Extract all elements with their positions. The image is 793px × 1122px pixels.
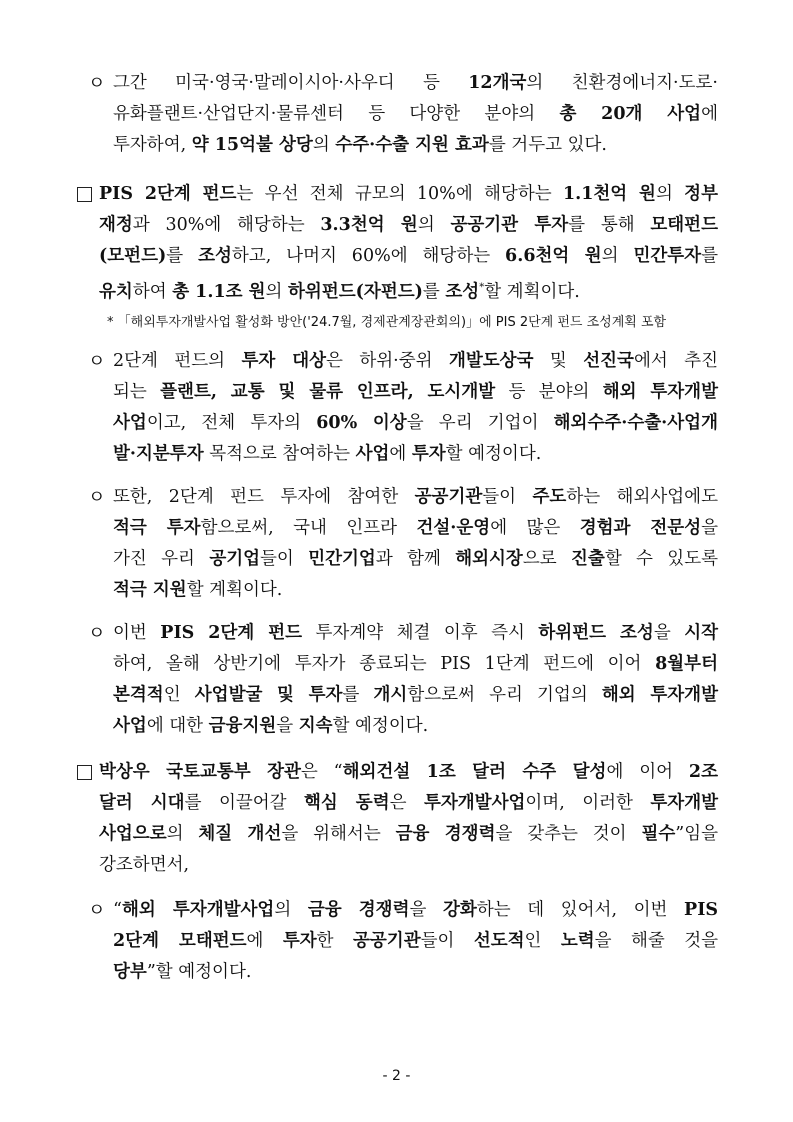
circle-bullet: ㅇ (88, 900, 106, 921)
paragraph-minister-statement (99, 757, 718, 881)
text-line: 당부”할 예정이다. (113, 962, 252, 982)
text-line: 재정과 30%에 해당하는 3.3천억 원의 공공기관 투자를 통해 모태펀드 (99, 215, 718, 235)
text-line: 사업이고, 전체 투자의 60% 이상을 우리 기업이 해외수주·수출·사업개 (113, 413, 718, 433)
paragraph-schedule (113, 618, 718, 742)
text-line: 그간 미국·영국·말레이시아·사우디 등 12개국의 친환경에너지·도로· (113, 73, 718, 93)
text-line: 2단계 펀드의 투자 대상은 하위·중위 개발도상국 및 선진국에서 추진 (113, 351, 718, 371)
paragraph-request (113, 895, 718, 988)
page-number: - 2 - (382, 1068, 411, 1084)
circle-bullet: ㅇ (88, 623, 106, 644)
text-line: 투자하여, 약 15억불 상당의 수주·수출 지원 효과를 거두고 있다. (113, 135, 607, 155)
paragraph-achievements (113, 68, 718, 161)
text-line: 달러 시대를 이끌어갈 핵심 동력은 투자개발사업이며, 이러한 투자개발 (99, 793, 719, 813)
text-line: 유화플랜트·산업단지·물류센터 등 다양한 분야의 총 20개 사업에 (113, 104, 718, 124)
circle-bullet: ㅇ (88, 351, 106, 372)
square-bullet (77, 765, 92, 780)
square-bullet (77, 187, 92, 202)
text-line: 되는 플랜트, 교통 및 물류 인프라, 도시개발 등 분야의 해외 투자개발 (113, 382, 718, 402)
text-line: 적극 지원할 계획이다. (113, 580, 283, 600)
text-line: 박상우 국토교통부 장관은 “해외건설 1조 달러 수주 달성에 이어 2조 (99, 762, 719, 782)
text-line: PIS 2단계 펀드는 우선 전체 규모의 10%에 해당하는 1.1천억 원의 정부 (99, 184, 718, 204)
text-line: 사업으로의 체질 개선을 위해서는 금융 경쟁력을 갖추는 것이 필수”임을 (99, 824, 719, 844)
paragraph-fund-structure (99, 179, 718, 308)
text-line: 또한, 2단계 펀드 투자에 참여한 공공기관들이 주도하는 해외사업에도 (113, 487, 718, 507)
text-line: 하여, 올해 상반기에 투자가 종료되는 PIS 1단계 펀드에 이어 8월부터 (113, 654, 718, 674)
circle-bullet: ㅇ (88, 487, 106, 508)
text-line: 발·지분투자 목적으로 참여하는 사업에 투자할 예정이다. (113, 444, 542, 464)
text-line: 가진 우리 공기업들이 민간기업과 함께 해외시장으로 진출할 수 있도록 (113, 549, 719, 569)
circle-bullet: ㅇ (88, 73, 106, 94)
paragraph-public-institutions (113, 482, 718, 606)
text-line: 적극 투자함으로써, 국내 인프라 건설·운영에 많은 경험과 전문성을 (113, 518, 719, 538)
text-line: 유치하여 총 1.1조 원의 하위펀드(자펀드)를 조성*할 계획이다. (99, 281, 580, 302)
text-line: “해외 투자개발사업의 금융 경쟁력을 강화하는 데 있어서, 이번 PIS (113, 900, 719, 920)
text-line: 본격적인 사업발굴 및 투자를 개시함으로써 우리 기업의 해외 투자개발 (113, 685, 718, 705)
text-line: 이번 PIS 2단계 펀드 투자계약 체결 이후 즉시 하위펀드 조성을 시작 (113, 623, 719, 643)
footnote: * 「해외투자개발사업 활성화 방안('24.7월, 경제관계장관회의)」에 PIS 2단계 펀드 조성계획 포함 (107, 315, 667, 330)
text-line: 사업에 대한 금융지원을 지속할 예정이다. (113, 716, 429, 736)
paragraph-investment-target (113, 346, 718, 470)
text-line: 2단계 모태펀드에 투자한 공공기관들이 선도적인 노력을 해줄 것을 (113, 931, 719, 951)
text-line: (모펀드)를 조성하고, 나머지 60%에 해당하는 6.6천억 원의 민간투자를 (99, 246, 718, 266)
text-line: 강조하면서, (99, 855, 190, 875)
